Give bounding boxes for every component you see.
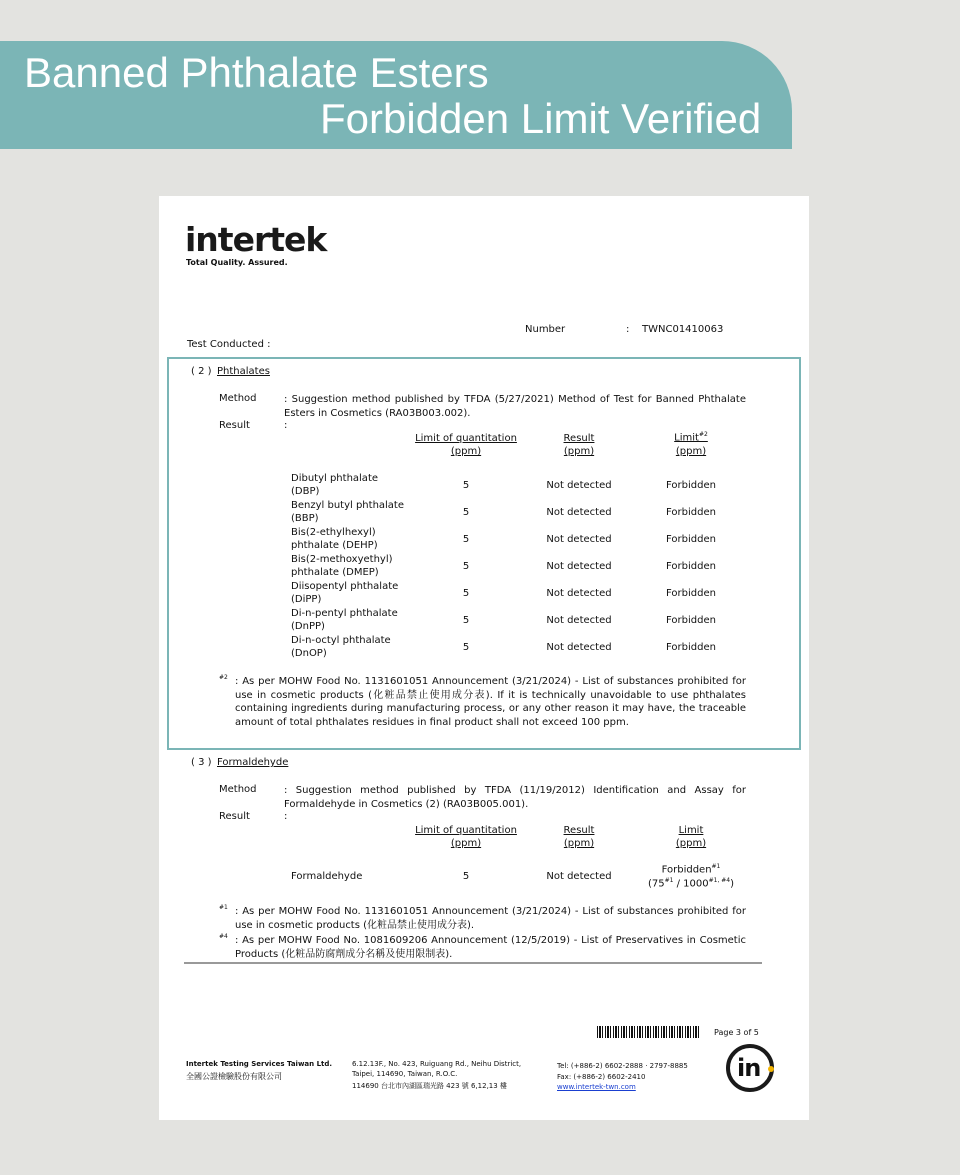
badge-letters: in: [737, 1054, 761, 1082]
result-label-3: Result: [219, 811, 250, 822]
compound-name: Bis(2-methoxyethyl): [291, 554, 393, 565]
method-label-3: Method: [219, 784, 257, 795]
badge-dot: [768, 1066, 774, 1072]
compound-abbrev: phthalate (DMEP): [291, 567, 379, 578]
formaldehyde-loq: 5: [462, 871, 470, 882]
limit-value: Forbidden: [666, 642, 716, 653]
section3-title: Formaldehyde: [217, 757, 289, 768]
col3-unit-result: (ppm): [563, 838, 595, 849]
compound-name: Bis(2-ethylhexyl): [291, 527, 376, 538]
company-name-zh: 全國公證檢驗股份有限公司: [186, 1072, 282, 1081]
section2-title: Phthalates: [217, 366, 270, 377]
report-number: TWNC01410063: [642, 324, 724, 335]
result-value: Not detected: [546, 480, 612, 491]
col-header-result: Result: [563, 433, 595, 444]
loq-value: 5: [462, 588, 470, 599]
result-value: Not detected: [546, 615, 612, 626]
limit-value: Forbidden: [666, 561, 716, 572]
col-unit-limit: (ppm): [675, 446, 707, 457]
phone: Tel: (+886-2) 6602-2888 · 2797-8885: [557, 1062, 688, 1070]
result-value: Not detected: [546, 561, 612, 572]
compound-abbrev: (DiPP): [291, 594, 322, 605]
loq-value: 5: [462, 642, 470, 653]
note1-mark: #1: [219, 904, 228, 911]
compound-name: Di-n-octyl phthalate: [291, 635, 391, 646]
note1-text: : As per MOHW Food No. 1131601051 Announcement (3/21/2024) - List of substances prohibited for use in cosmetic products (化粧品禁止使用成分表).: [235, 906, 746, 931]
method-label: Method: [219, 393, 257, 404]
compound-abbrev: (DnPP): [291, 621, 325, 632]
result-value: Not detected: [546, 507, 612, 518]
title-banner: [0, 41, 792, 149]
limit-value: Forbidden: [666, 615, 716, 626]
formaldehyde-limit-values: $(75^{\#1} / 1000^{\#1, \#4})$: [647, 877, 735, 890]
loq-value: 5: [462, 480, 470, 491]
report-page: [159, 196, 809, 1120]
method-text: : Suggestion method published by TFDA (5/27/2021) Method of Test for Banned Phthalate Esters in Cosmetics (RA03B003.002).: [284, 394, 746, 419]
col3-unit-limit: (ppm): [675, 838, 707, 849]
section3-number: ( 3 ): [191, 757, 212, 768]
section2-number: ( 2 ): [191, 366, 212, 377]
compound-name: Di-n-pentyl phthalate: [291, 608, 398, 619]
loq-value: 5: [462, 534, 470, 545]
col-header-loq: Limit of quantitation: [415, 433, 517, 444]
col-header-limit: Limit$^{\#2}$: [674, 431, 708, 444]
compound-name: Benzyl butyl phthalate: [291, 500, 405, 511]
fax: Fax: (+886-2) 6602-2410: [557, 1073, 646, 1081]
result-value: Not detected: [546, 534, 612, 545]
col3-header-result: Result: [563, 825, 595, 836]
loq-value: 5: [462, 561, 470, 572]
loq-value: 5: [462, 507, 470, 518]
page-number: Page 3 of 5: [714, 1028, 759, 1037]
address-line1: 6.12.13F., No. 423, Ruiguang Rd., Neihu District,: [352, 1060, 522, 1068]
col3-header-loq: Limit of quantitation: [415, 825, 517, 836]
col-unit-loq: (ppm): [450, 446, 482, 457]
note4-text: : As per MOHW Food No. 1081609206 Announcement (12/5/2019) - List of Preservatives in Cosmetic Products (化粧品防腐劑成分名稱及使用限制表).: [235, 935, 746, 960]
test-conducted-label: Test Conducted :: [187, 339, 271, 350]
note2-text: : As per MOHW Food No. 1131601051 Announcement (3/21/2024) - List of substances prohibited for use in cosmetic products (化粧品禁止使用成分表). If it is technically unavoidable to use phthalates containing ingredients during manufacturing process, or any other reason it may have, the traceable amount of total phthalates residues in final product shall not exceed 100 ppm.: [235, 676, 746, 728]
divider-rule: [184, 962, 762, 964]
loq-value: 5: [462, 615, 470, 626]
formaldehyde-name: Formaldehyde: [291, 871, 363, 882]
compound-name: Dibutyl phthalate: [291, 473, 379, 484]
compound-abbrev: (DnOP): [291, 648, 327, 659]
method-text-3: : Suggestion method published by TFDA (11/19/2012) Identification and Assay for Formaldehyde in Cosmetics (2) (RA03B005.001).: [284, 785, 746, 810]
number-label: Number: [525, 324, 566, 335]
compound-abbrev: (BBP): [291, 513, 319, 524]
note4-mark: #4: [219, 933, 228, 940]
limit-value: Forbidden: [666, 480, 716, 491]
formaldehyde-result: Not detected: [546, 871, 612, 882]
intertek-badge-icon: [726, 1044, 774, 1092]
col3-unit-loq: (ppm): [450, 838, 482, 849]
result-label: Result: [219, 420, 250, 431]
company-name-en: Intertek Testing Services Taiwan Ltd.: [186, 1060, 333, 1068]
number-colon: :: [626, 324, 630, 335]
result-value: Not detected: [546, 642, 612, 653]
col3-header-limit: Limit: [678, 825, 704, 836]
compound-name: Diisopentyl phthalate: [291, 581, 399, 592]
logo-tagline: Total Quality. Assured.: [186, 258, 288, 267]
address-line2: Taipei, 114690, Taiwan, R.O.C.: [352, 1070, 458, 1078]
banner-title-line1: Banned Phthalate Esters: [24, 49, 489, 96]
result-colon-3: :: [284, 811, 288, 822]
result-value: Not detected: [546, 588, 612, 599]
limit-value: Forbidden: [666, 534, 716, 545]
intertek-logo: intertek: [185, 220, 327, 259]
col-unit-result: (ppm): [563, 446, 595, 457]
website-link[interactable]: www.intertek-twn.com: [557, 1083, 636, 1091]
limit-value: Forbidden: [666, 507, 716, 518]
result-colon: :: [284, 420, 288, 431]
address-line3: 114690 台北市內湖區瑞光路 423 號 6,12,13 樓: [352, 1082, 507, 1090]
note2-mark: #2: [219, 674, 228, 681]
formaldehyde-limit: Forbidden$^{\#1}$: [661, 863, 721, 876]
compound-abbrev: (DBP): [291, 486, 320, 497]
compound-abbrev: phthalate (DEHP): [291, 540, 378, 551]
banner-title-line2: Forbidden Limit Verified: [320, 95, 762, 142]
limit-value: Forbidden: [666, 588, 716, 599]
barcode: [597, 1026, 701, 1038]
